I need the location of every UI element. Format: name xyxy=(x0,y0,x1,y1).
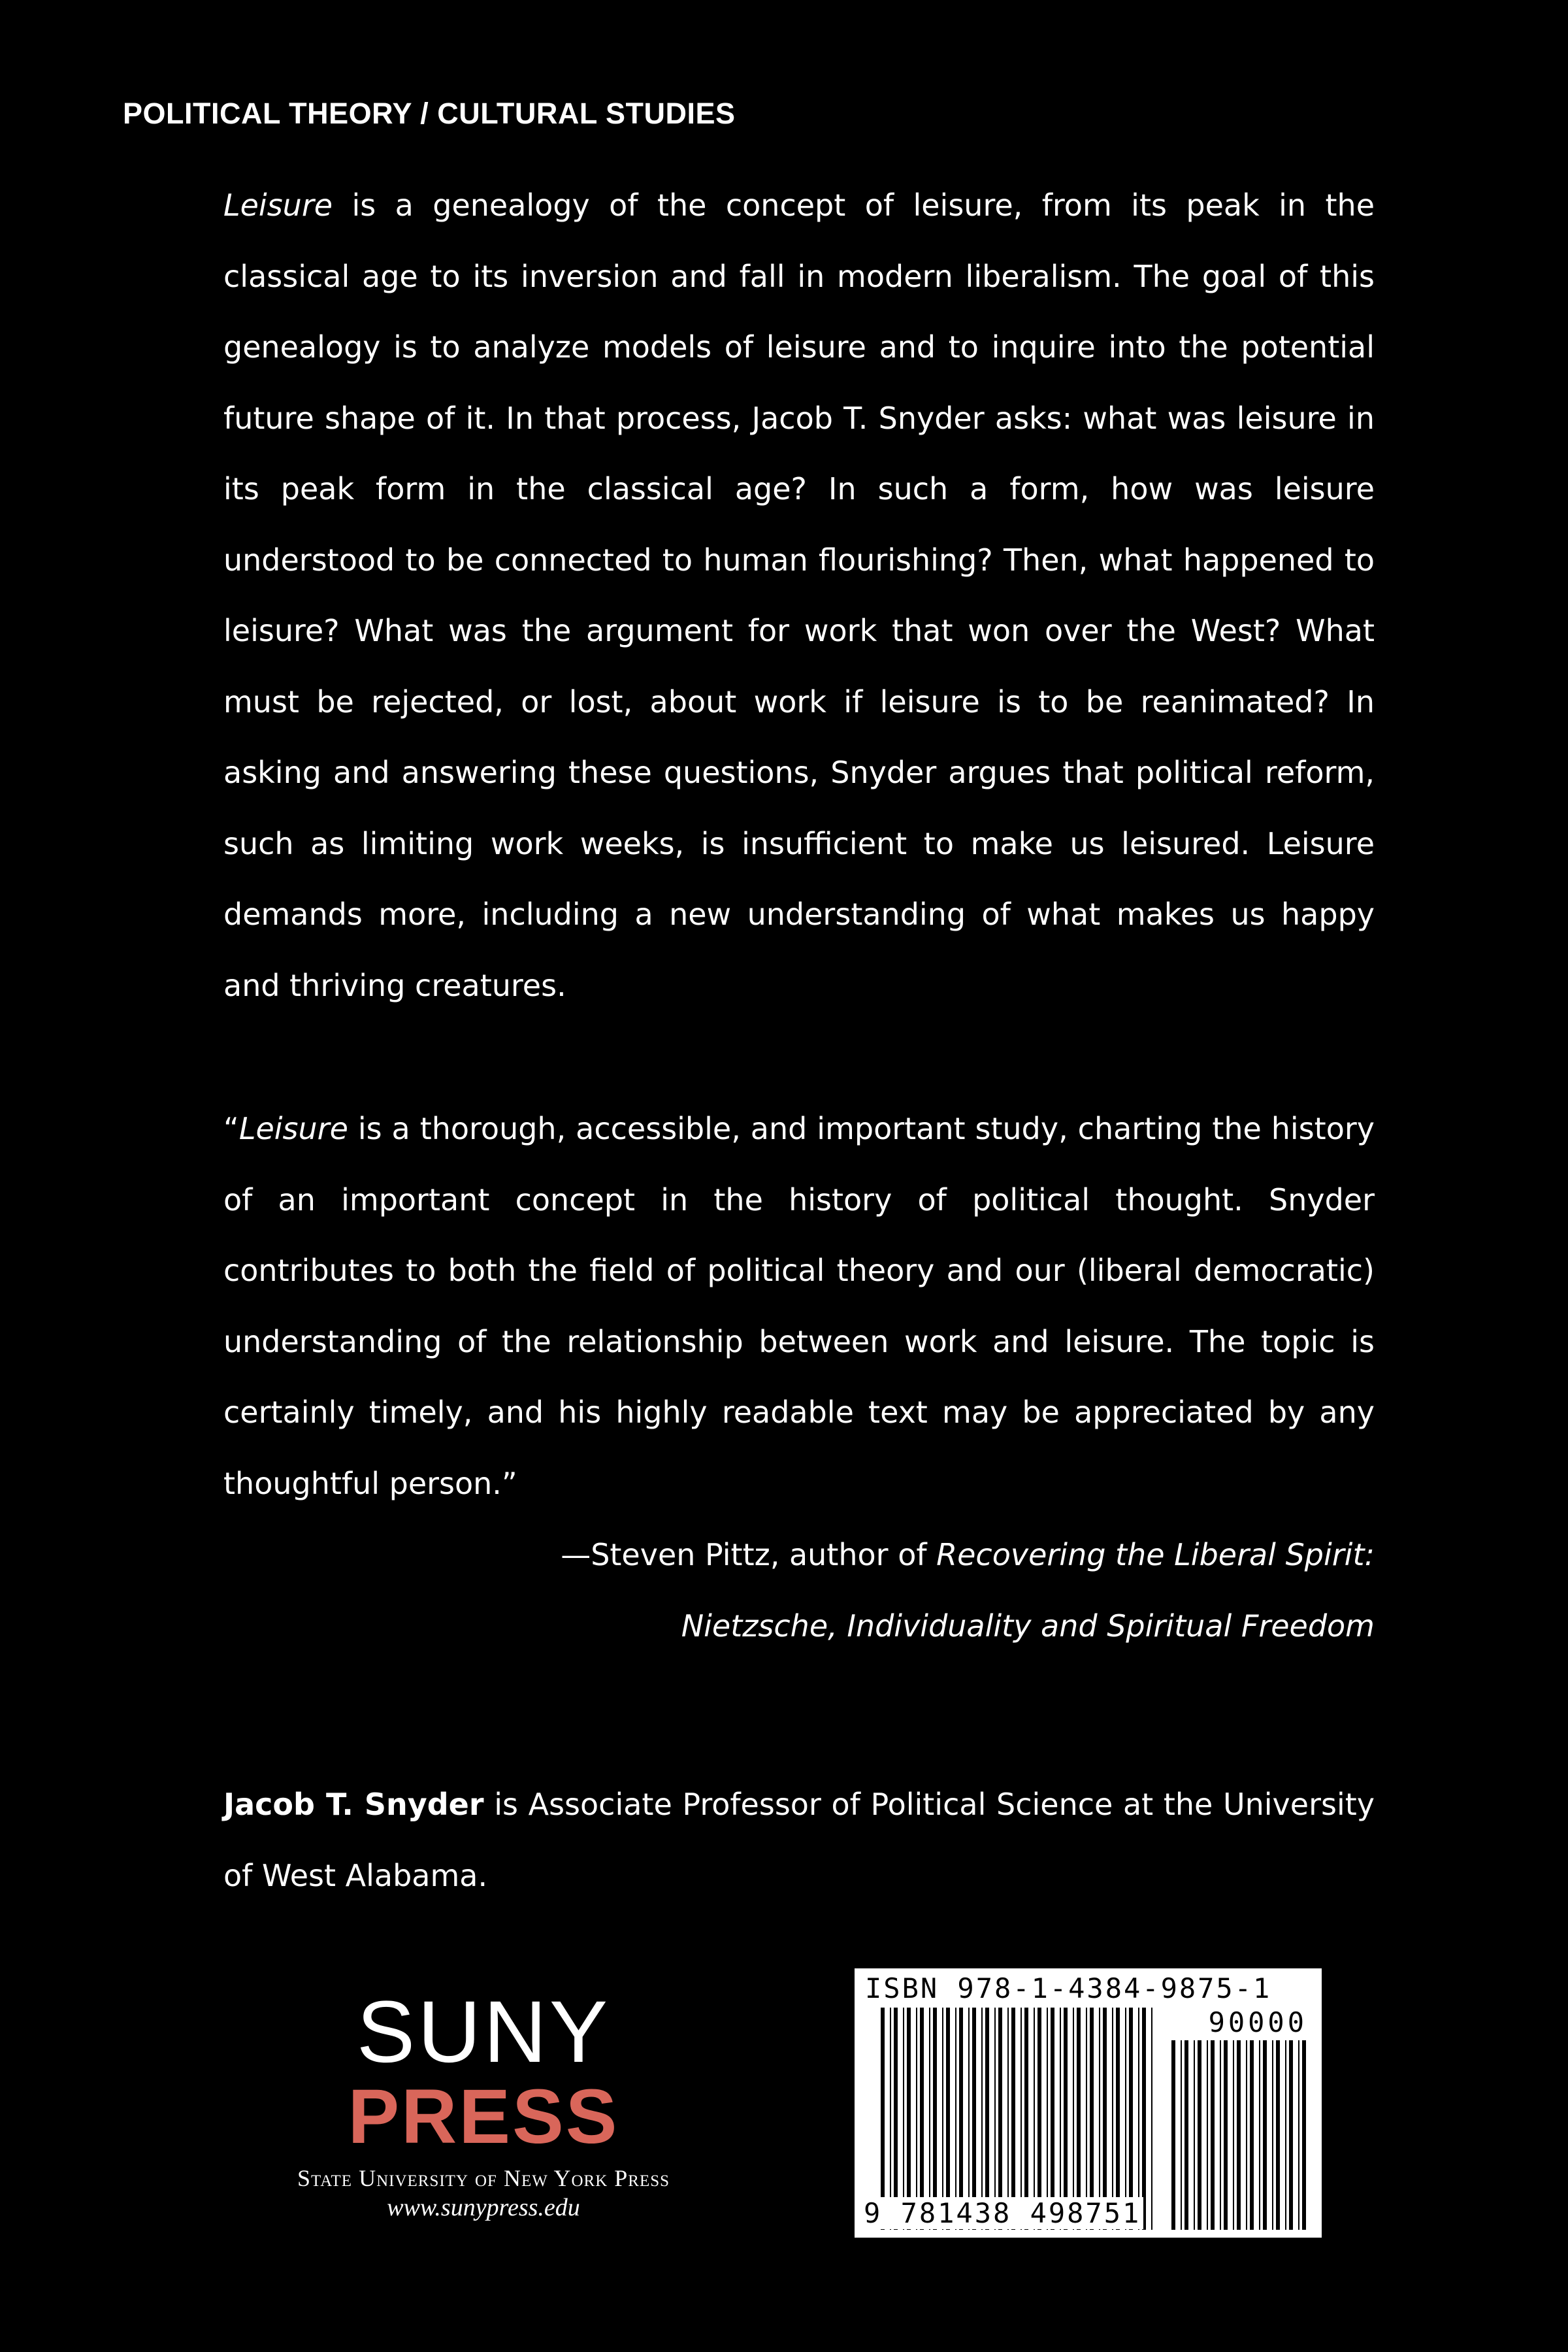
barcode-bar xyxy=(1276,2040,1280,2230)
barcode-bar xyxy=(1298,2040,1299,2230)
author-bio-text: is Associate Professor of Political Science at the University of West Alabama. xyxy=(223,1787,1375,1893)
barcode-bar xyxy=(1220,2040,1221,2230)
barcode-bar xyxy=(890,2008,891,2230)
open-quote-mark: “ xyxy=(223,1111,239,1146)
barcode-bar xyxy=(994,2008,996,2230)
barcode-bar xyxy=(1138,2008,1139,2230)
blurb-attribution xyxy=(223,1519,1375,1661)
barcode-bar xyxy=(1224,2040,1228,2230)
barcode-bar xyxy=(968,2008,970,2230)
barcode-bar xyxy=(955,2008,956,2230)
barcode-bar xyxy=(1037,2008,1041,2230)
description-text: is a genealogy of the concept of leisure, from its peak in the classical age to its inversion and fall in modern liberalism. The goal of this genealogy is to analyze models of leisure and to inquire into the potential future shape of it. In that process, Jacob T. Snyder asks: what was leisure in its peak form in the classical age? In such a form, how was leisure understood to be connected to human flourishing? Then, what happened to leisure? What was the argument for work that won over the West? What must be rejected, or lost, about work if leisure is to be reanimated? In asking and answering these questions, Snyder argues that political reform, such as limiting work weeks, is insufficient to make us leisured. Leisure demands more, including a new understanding of what makes us happy and thriving creatures. xyxy=(223,188,1375,1003)
publisher-full-name: State University of New York Press xyxy=(297,2165,670,2191)
barcode-bar xyxy=(1086,2008,1087,2230)
attribution-prefix: —Steven Pittz, author of xyxy=(561,1537,937,1572)
book-description xyxy=(223,170,1375,1021)
barcode-bar xyxy=(1112,2008,1113,2230)
barcode-bar xyxy=(1233,2040,1234,2230)
logo-press-word: PRESS xyxy=(348,2074,619,2160)
barcode-bar xyxy=(1090,2008,1094,2230)
barcode-bar xyxy=(929,2008,930,2230)
barcode-bar xyxy=(959,2008,963,2230)
author-bio xyxy=(223,1769,1375,1911)
isbn-label: ISBN 978-1-4384-9875-1 xyxy=(865,1972,1272,2004)
blurb-text: is a thorough, accessible, and important study, charting the history of an important concept in the history of political thought. Snyder contributes to both the field of political theory and our (liberal democratic) understanding of the relationship between work and leisure. The topic is certainly timely, and his highly readable text may be appreciated by any thoughtful person.” xyxy=(223,1111,1375,1501)
barcode-bar xyxy=(998,2008,1002,2230)
barcode-bar xyxy=(1060,2008,1061,2230)
barcode-bar xyxy=(1302,2040,1306,2230)
barcode-bar xyxy=(1051,2008,1054,2230)
barcode-bar xyxy=(972,2008,976,2230)
barcode-bar xyxy=(985,2008,989,2230)
barcode-bar xyxy=(946,2008,950,2230)
barcode-bar xyxy=(1198,2040,1201,2230)
barcode-bar xyxy=(903,2008,904,2230)
barcode-bar xyxy=(916,2008,917,2230)
barcode-bar xyxy=(1259,2040,1260,2230)
barcode-bar xyxy=(1246,2040,1247,2230)
barcode-bar xyxy=(1103,2008,1107,2230)
book-title-italic: Leisure xyxy=(223,188,333,223)
barcode-bar xyxy=(881,2008,885,2230)
barcode-bar xyxy=(1099,2008,1100,2230)
barcode-bar xyxy=(1171,2040,1175,2230)
barcode-bar xyxy=(1034,2008,1035,2230)
barcode-bar xyxy=(1142,2008,1146,2230)
barcode-bar xyxy=(1064,2008,1068,2230)
barcode-bar xyxy=(1047,2008,1048,2230)
barcode-bar xyxy=(1211,2040,1215,2230)
price-code: 90000 xyxy=(1208,2006,1307,2038)
barcode-bar xyxy=(1024,2008,1028,2230)
category-label: POLITICAL THEORY / CULTURAL STUDIES xyxy=(123,97,736,130)
attribution-book-title-2: Nietzsche, Individuality and Spiritual Freedom xyxy=(681,1608,1375,1644)
barcode-bar xyxy=(1250,2040,1254,2230)
barcode-bar xyxy=(1129,2008,1133,2230)
barcode-bar xyxy=(1116,2008,1120,2230)
barcode-bar xyxy=(894,2008,898,2230)
barcode-bar xyxy=(1125,2008,1126,2230)
barcode-bar xyxy=(1007,2008,1009,2230)
barcode-bar xyxy=(1272,2040,1273,2230)
barcode-bar xyxy=(1011,2008,1015,2230)
publisher-url: www.sunypress.edu xyxy=(387,2194,580,2221)
barcode-bar xyxy=(942,2008,943,2230)
barcode-bar xyxy=(1181,2040,1182,2230)
author-name: Jacob T. Snyder xyxy=(223,1787,484,1822)
barcode-bar xyxy=(1073,2008,1074,2230)
barcode-bar xyxy=(920,2008,924,2230)
logo-suny-word: SUNY xyxy=(356,1983,611,2081)
barcode-bar xyxy=(907,2008,911,2230)
barcode-bar xyxy=(1207,2040,1208,2230)
barcode-bar xyxy=(1151,2008,1152,2230)
isbn-barcode xyxy=(855,1968,1322,2238)
barcode-bar xyxy=(1077,2008,1081,2230)
barcode-bar xyxy=(981,2008,983,2230)
barcode-bar xyxy=(1237,2040,1241,2230)
review-blurb xyxy=(223,1093,1375,1519)
barcode-bar xyxy=(1021,2008,1022,2230)
barcode-bar xyxy=(1194,2040,1195,2230)
blurb-book-title-italic: Leisure xyxy=(238,1111,348,1146)
publisher-logo xyxy=(268,1983,699,2222)
barcode-bar xyxy=(1285,2040,1286,2230)
barcode-bar xyxy=(933,2008,937,2230)
barcode-bar xyxy=(1289,2040,1293,2230)
attribution-book-title-1: Recovering the Liberal Spirit: xyxy=(936,1537,1375,1572)
ean-digits: 9 781438 498751 xyxy=(861,2197,1143,2229)
barcode-bar xyxy=(1263,2040,1267,2230)
barcode-bar xyxy=(1184,2040,1188,2230)
